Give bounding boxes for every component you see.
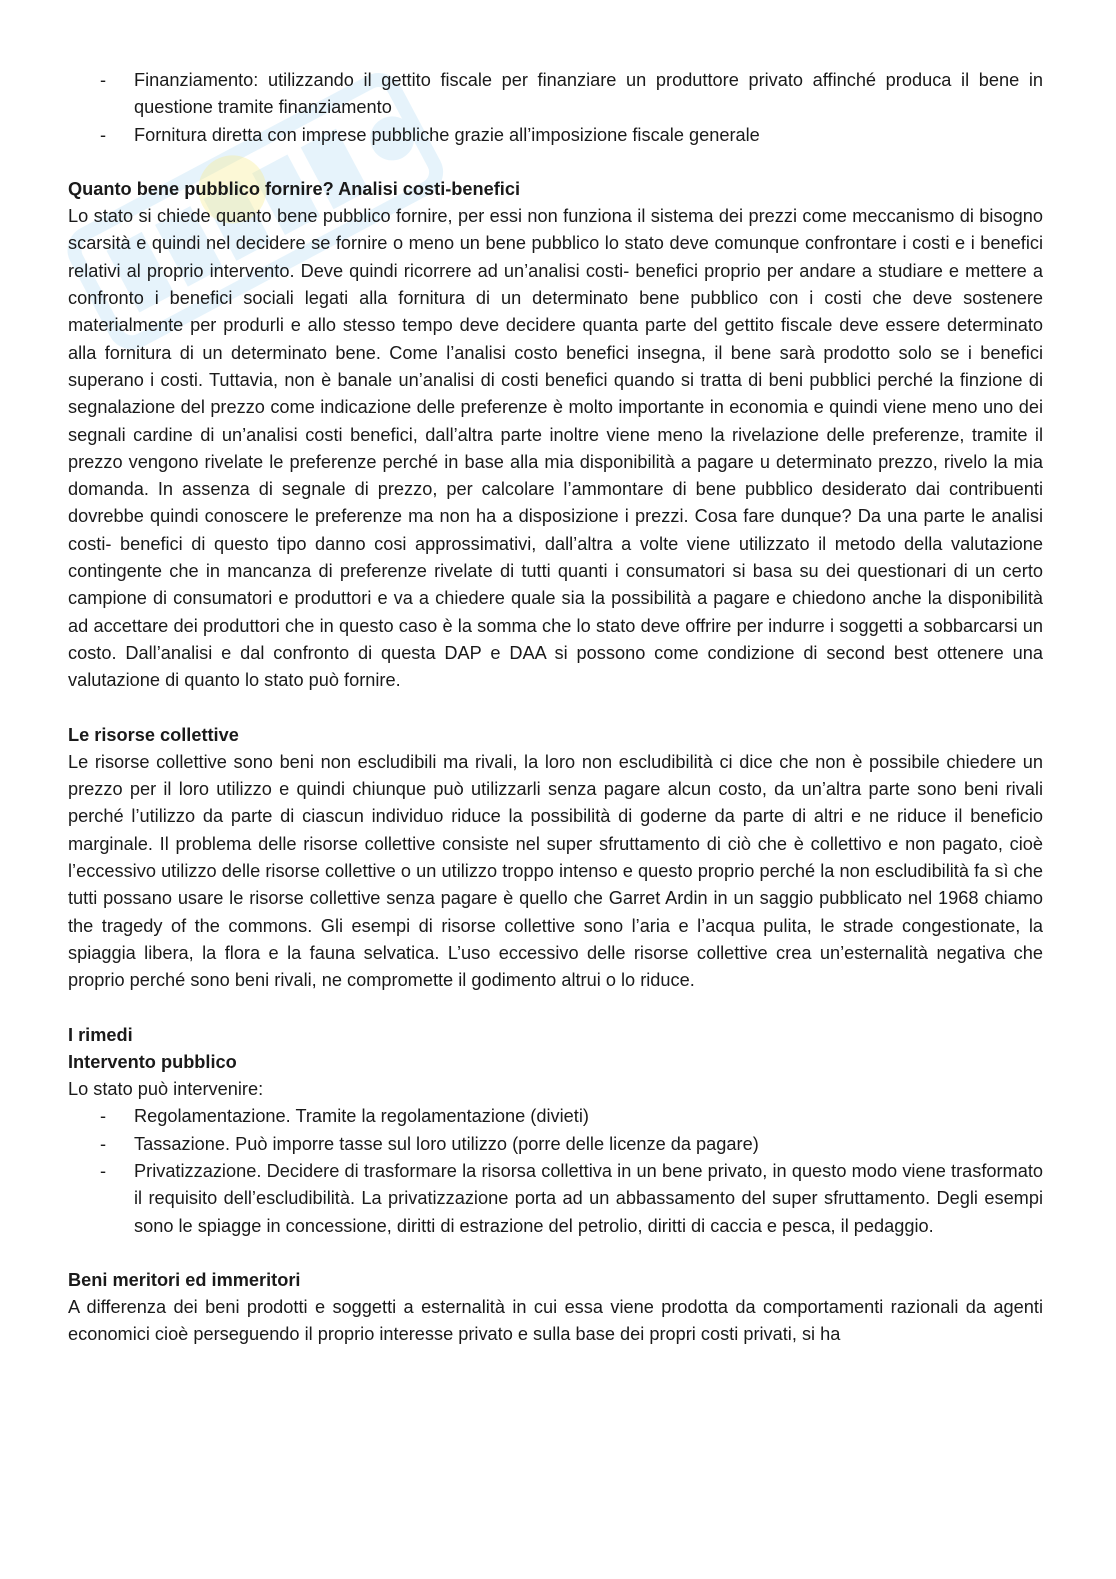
section-heading-common-resources: Le risorse collettive xyxy=(68,724,239,745)
section-body-merit-goods: A differenza dei beni prodotti e soggetti a esternalità in cui essa viene prodotta da comportamenti razionali da agenti economici cioè perseguendo il proprio interesse privato e sulla base dei propri costi privati, si ha xyxy=(68,1297,1043,1345)
list-item xyxy=(68,1158,1043,1240)
section-body-common-resources: Le risorse collettive sono beni non escludibili ma rivali, la loro non escludibilità ci dice che non è possibile chiedere un prezzo per il loro utilizzo e quindi chiunque può utilizzarli senza pagare alcun costo, da un’altra parte sono beni rivali perché l’utilizzo da parte di ciascun individuo riduce la possibilità di goderne da parte di altri e ne riduce il beneficio marginale. Il problema delle risorse collettive consiste nel super sfruttamento di ciò che è collettivo e non pagato, cioè l’eccessivo utilizzo delle risorse collettive o un utilizzo troppo intenso e questo proprio perché la non escludibilità fa sì che tutti possano usare le risorse collettive senza pagare è quello che Garret Ardin in un saggio pubblicato nel 1968 chiamo the tragedy of the commons. Gli esempi di risorse collettive sono l’aria e l’acqua pulita, le strade congestionate, la spiaggia libera, la flora e la fauna selvatica. L’uso eccessivo delle risorse collettive crea un’esternalità negativa che proprio perché sono beni rivali, ne compromette il godimento altrui o lo riduce. xyxy=(68,751,1043,991)
section-body-cost-benefit: Lo stato si chiede quanto bene pubblico fornire, per essi non funziona il sistema dei prezzi come meccanismo di bisogno scarsità e quindi nel decidere se fornire o meno un bene pubblico lo stato deve comunque confrontare i costi e i benefici relativi al proprio intervento. Deve quindi ricorrere ad un’analisi costi- benefici proprio per andare a studiare e mettere a confronto i benefici sociali legati alla fornitura di un determinato bene pubblico con i costi che deve sostenere materialmente per produrli e allo stesso tempo deve decidere quanta parte del gettito fiscale deve essere determinato alla fornitura di un determinato bene. Come l’analisi costo benefici insegna, il bene sarà prodotto solo se i benefici superano i costi. Tuttavia, non è banale un’analisi di costi benefici quando si tratta di beni pubblici perché la finzione di segnalazione del prezzo come indicazione delle preferenze è molto importante in economia e quindi viene meno uno dei segnali cardine di un’analisi costi benefici, dall’altra parte inoltre viene meno la rivelazione delle preferenze, tramite il prezzo vengono rivelate le preferenze perché in base alla mia disponibilità a pagare u determinato prezzo, rivelo la mia domanda. In assenza di segnale di prezzo, per calcolare l’ammontare di bene pubblico desiderato dai contribuenti dovrebbe quindi conoscere le preferenze ma non ha a disposizione i prezzi. Cosa fare dunque? Da una parte le analisi costi- benefici di questo tipo danno cosi approssimativi, dall’altra a volte viene utilizzato il metodo della valutazione contingente che in mancanza di preferenze rivelate di tutti quanti i consumatori si basa su dei questionari di un certo campione di consumatori e produttori e va a chiedere quale sia la possibilità a pagare e chiedono anche la disponibilità ad accettare dei produttori che in questo caso è la somma che lo stato deve offrire per indurre i soggetti a sobbarcarsi un costo. Dall’analisi e dal confronto di questa DAP e DAA si possono come condizione di second best ottenere una valutazione di quanto lo stato può fornire. xyxy=(68,206,1043,691)
section-heading-cost-benefit: Quanto bene pubblico fornire? Analisi costi-benefici xyxy=(68,178,521,199)
remedies-list xyxy=(68,1103,1043,1239)
list-item xyxy=(68,67,1043,122)
list-dash: - xyxy=(100,124,107,145)
spacer xyxy=(68,695,1043,722)
section-intro-public-intervention: Lo stato può intervenire: xyxy=(68,1079,264,1100)
section-heading-merit-goods: Beni meritori ed immeritori xyxy=(68,1269,301,1290)
spacer xyxy=(68,995,1043,1022)
intro-list xyxy=(68,67,1043,149)
list-item-text: Regolamentazione. Tramite la regolamentazione (divieti) xyxy=(134,1106,589,1127)
document-content xyxy=(68,67,1043,1349)
list-item-text: Privatizzazione. Decidere di trasformare la risorsa collettiva in un bene privato, in questo modo viene trasformato il requisito dell’escludibilità. La privatizzazione porta ad un abbassamento del super sfruttamento. Degli esempi sono le spiagge in concessione, diritti di estrazione del petrolio, diritti di caccia e pesca, il pedaggio. xyxy=(134,1160,1043,1236)
spacer xyxy=(68,1240,1043,1267)
list-item-text: Finanziamento: utilizzando il gettito fiscale per finanziare un produttore privato affinché produca il bene in questione tramite finanziamento xyxy=(134,70,1043,118)
list-item xyxy=(68,1131,1043,1158)
spacer xyxy=(68,149,1043,176)
list-item-text: Tassazione. Può imporre tasse sul loro utilizzo (porre delle licenze da pagare) xyxy=(134,1133,759,1154)
list-item-text: Fornitura diretta con imprese pubbliche grazie all’imposizione fiscale generale xyxy=(134,124,760,145)
list-dash: - xyxy=(100,1106,107,1127)
list-dash: - xyxy=(100,70,107,90)
list-item xyxy=(68,122,1043,149)
section-heading-remedies: I rimedi xyxy=(68,1024,133,1045)
section-subheading-public-intervention: Intervento pubblico xyxy=(68,1051,237,1072)
list-dash: - xyxy=(100,1160,107,1181)
list-dash: - xyxy=(100,1133,107,1154)
list-item xyxy=(68,1103,1043,1130)
